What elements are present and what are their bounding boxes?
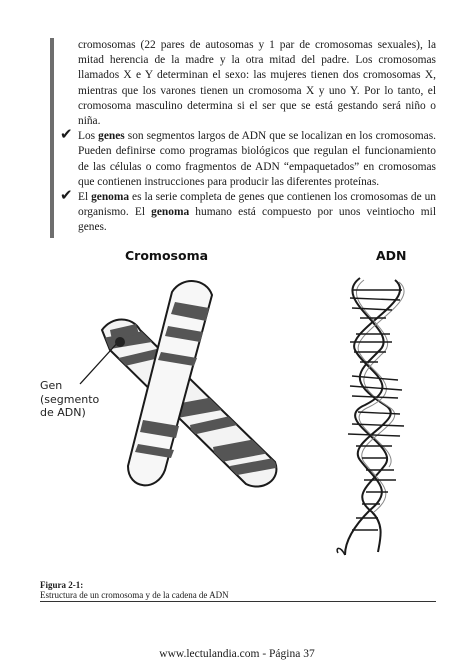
term-genome-2: genoma: [151, 206, 190, 219]
dna-helix: [337, 278, 404, 555]
checkmark-icon: ✔: [60, 125, 73, 144]
bullet-genome-pre: El: [78, 191, 92, 204]
gene-label: Gen (segmento de ADN): [40, 379, 100, 419]
chromosome-heading: Cromosoma: [125, 248, 209, 263]
term-genes: genes: [98, 130, 125, 143]
bullet-genome-text: humano está compuesto por unos veintiocho mil genes.: [78, 206, 436, 234]
bullet-genome-mid: es la serie completa de genes que contienen los cromosomas de un organismo. El: [78, 191, 436, 219]
caption-divider: [40, 601, 436, 602]
figure-caption-text: Estructura de un cromosoma y de la cadena de ADN: [40, 590, 229, 600]
continuation-paragraph: cromosomas (22 pares de autosomas y 1 par de cromosomas sexuales), la mitad herencia de la madre y la otra mitad del padre. Los cromosomas llamados X e Y determinan el sexo: las mujeres tienen dos cromosomas X, mientras que los varones tienen un cromosoma X y uno Y. Por lo tanto, el cromosoma masculino determina si el ser que se está gestando será niño o niña.: [78, 39, 436, 128]
gene-pointer-line: [80, 340, 120, 384]
gene-marker: [115, 337, 125, 347]
checkmark-icon: ✔: [60, 186, 73, 205]
dna-heading: ADN: [376, 248, 407, 263]
term-genome: genoma: [91, 191, 130, 204]
bullet-genes-pre: Los: [78, 130, 99, 143]
chromosome: [80, 281, 292, 486]
figure-caption-title: Figura 2-1:: [40, 580, 84, 590]
page-footer: www.lectulandia.com - Página 37: [159, 648, 315, 660]
bullet-genes-text: son segmentos largos de ADN que se localizan en los cromosomas. Pueden definirse como programas biológicos que regulan el funcionamiento de las células o como fragmentos de ADN “empaquetados” en cromosomas que contienen instrucciones para producir las diferentes proteínas.: [78, 130, 437, 188]
